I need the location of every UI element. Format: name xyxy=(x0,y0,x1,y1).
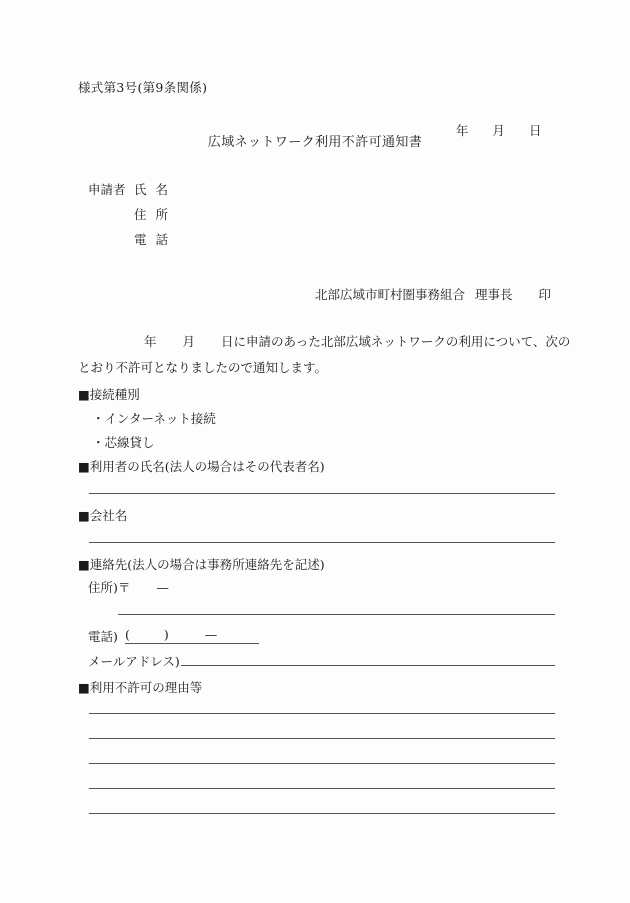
document-title: 広域ネットワーク利用不許可通知書 xyxy=(207,135,423,150)
tel-dash: — xyxy=(204,627,218,642)
reason-writing-line[interactable] xyxy=(89,738,555,739)
body-text-line-1 xyxy=(144,332,570,350)
date-header-day: 日 xyxy=(528,123,542,138)
issuer-organization: 北部広域市町村圏事務組合 xyxy=(315,287,466,302)
applicant-name-label-b: 名 xyxy=(155,182,169,197)
applicant-telephone-label xyxy=(134,230,168,248)
issuer-line xyxy=(315,285,551,303)
reason-writing-line[interactable] xyxy=(89,788,555,789)
section-heading-connection-type: ■接続種別 xyxy=(78,387,140,402)
applicant-address-label-b: 所 xyxy=(155,207,169,222)
reason-writing-line[interactable] xyxy=(89,713,555,714)
contact-telephone-writing-line[interactable] xyxy=(125,627,259,644)
user-name-writing-line[interactable] xyxy=(89,493,555,494)
contact-address-writing-line[interactable] xyxy=(118,614,555,615)
connection-option-fiber[interactable]: ・芯線貸し xyxy=(92,435,155,450)
contact-address-label-text: 住所)〒 xyxy=(88,580,131,595)
issuer-seal: 印 xyxy=(538,287,552,302)
issuer-title: 理事長 xyxy=(475,287,513,302)
applicant-address-label xyxy=(134,205,168,223)
section-heading-reason: ■利用不許可の理由等 xyxy=(78,680,203,695)
applicant-telephone-label-b: 話 xyxy=(155,232,169,247)
contact-mail-label: メールアドレス) xyxy=(88,654,180,669)
company-name-writing-line[interactable] xyxy=(89,542,555,543)
applicant-name-label xyxy=(134,180,168,198)
body-date-year: 年 xyxy=(144,334,157,349)
tel-close-paren: ) xyxy=(163,627,169,642)
applicant-name-label-a: 氏 xyxy=(134,182,147,197)
date-header-month: 月 xyxy=(492,123,505,138)
contact-telephone-label: 電話) xyxy=(88,629,118,644)
connection-option-internet[interactable]: ・インターネット接続 xyxy=(92,411,216,426)
applicant-label: 申請者 xyxy=(88,182,126,197)
contact-address-dash: — xyxy=(156,580,169,595)
body-text-line-2: とおり不許可となりましたので通知します。 xyxy=(78,360,328,375)
section-heading-user-name: ■利用者の氏名(法人の場合はその代表者名) xyxy=(78,459,325,474)
reason-writing-line[interactable] xyxy=(89,813,555,814)
body-date-day: 日に申請のあった北部広域ネットワークの利用について、次の xyxy=(221,334,571,349)
applicant-telephone-label-a: 電 xyxy=(134,232,147,247)
tel-open-paren: ( xyxy=(125,627,130,642)
date-header-year: 年 xyxy=(455,123,469,138)
section-heading-company-name: ■会社名 xyxy=(78,508,128,523)
contact-address-label xyxy=(88,578,169,596)
body-date-month: 月 xyxy=(182,334,196,349)
form-number: 様式第3号(第9条関係) xyxy=(78,80,208,95)
contact-mail-writing-line[interactable] xyxy=(181,665,555,666)
section-heading-contact: ■連絡先(法人の場合は事務所連絡先を記述) xyxy=(78,557,325,572)
reason-writing-line[interactable] xyxy=(89,763,555,764)
applicant-address-label-a: 住 xyxy=(134,207,147,222)
